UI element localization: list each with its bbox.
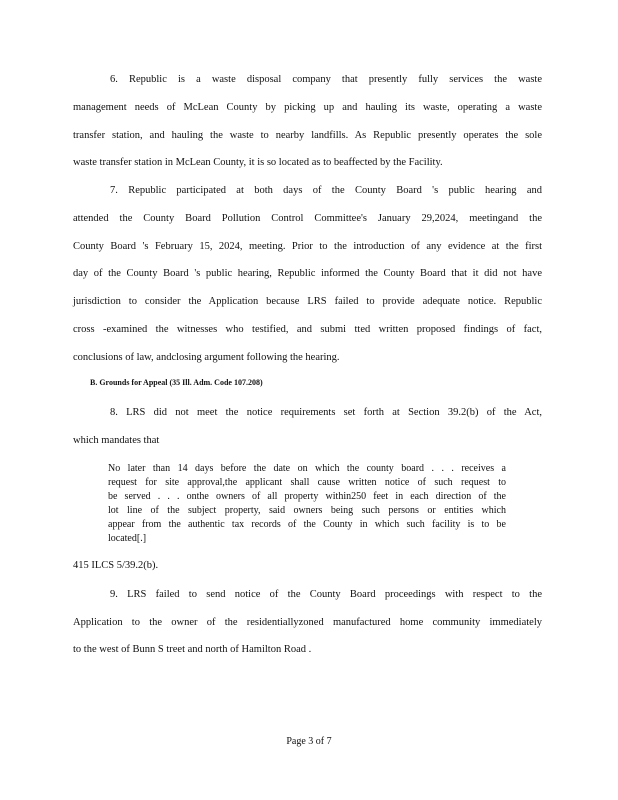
page-number-footer: Page 3 of 7 <box>286 736 332 747</box>
paragraph-8-line: which mandates that <box>73 435 160 446</box>
paragraph-6-line: waste transfer station in McLean County, it is so located as to beaffected by the Facility. <box>73 157 443 168</box>
paragraph-9-line: Application to the owner of the residentiallyzoned manufactured home community immediately <box>73 617 542 628</box>
paragraph-6-line: transfer station, and hauling the waste to nearby landfills. As Republic presently operates the sole <box>73 130 542 141</box>
paragraph-6-line: 6. Republic is a waste disposal company that presently fully services the waste <box>110 74 542 85</box>
paragraph-7-line: 7. Republic participated at both days of the County Board 's public hearing and <box>110 185 542 196</box>
paragraph-7-line: jurisdiction to consider the Application because LRS failed to provide adequate notice. Republic <box>73 296 542 307</box>
paragraph-6-line: management needs of McLean County by picking up and hauling its waste, operating a waste <box>73 102 542 113</box>
paragraph-9-line: 9. LRS failed to send notice of the County Board proceedings with respect to the <box>110 589 542 600</box>
paragraph-7-line: County Board 's February 15, 2024, meeting. Prior to the introduction of any evidence at the first <box>73 241 542 252</box>
statute-citation: 415 ILCS 5/39.2(b). <box>73 560 159 571</box>
paragraph-8-line: 8. LRS did not meet the notice requirements set forth at Section 39.2(b) of the Act, <box>110 407 542 418</box>
paragraph-7-line: attended the County Board Pollution Control Committee's January 29,2024, meetingand the <box>73 213 542 224</box>
block-quote-line: request for site approval,the applicant shall cause written notice of such request to <box>108 477 506 488</box>
block-quote-line: appear from the authentic tax records of the County in which such facility is to be <box>108 519 506 530</box>
block-quote-line: lot line of the subject property, said owners being such persons or entities which <box>108 505 506 516</box>
block-quote-line: No later than 14 days before the date on which the county board . . . receives a <box>108 463 506 474</box>
paragraph-7-line: conclusions of law, andclosing argument following the hearing. <box>73 352 340 363</box>
paragraph-7-line: cross -examined the witnesses who testified, and submi tted written proposed findings of fact, <box>73 324 542 335</box>
block-quote-line: located[.] <box>108 533 147 544</box>
section-heading-b: B. Grounds for Appeal (35 Ill. Adm. Code 107.208) <box>90 378 263 387</box>
block-quote-line: be served . . . onthe owners of all property within250 feet in each direction of the <box>108 491 506 502</box>
paragraph-7-line: day of the County Board 's public hearing, Republic informed the County Board that it did not have <box>73 268 542 279</box>
paragraph-9-line: to the west of Bunn S treet and north of Hamilton Road . <box>73 644 312 655</box>
